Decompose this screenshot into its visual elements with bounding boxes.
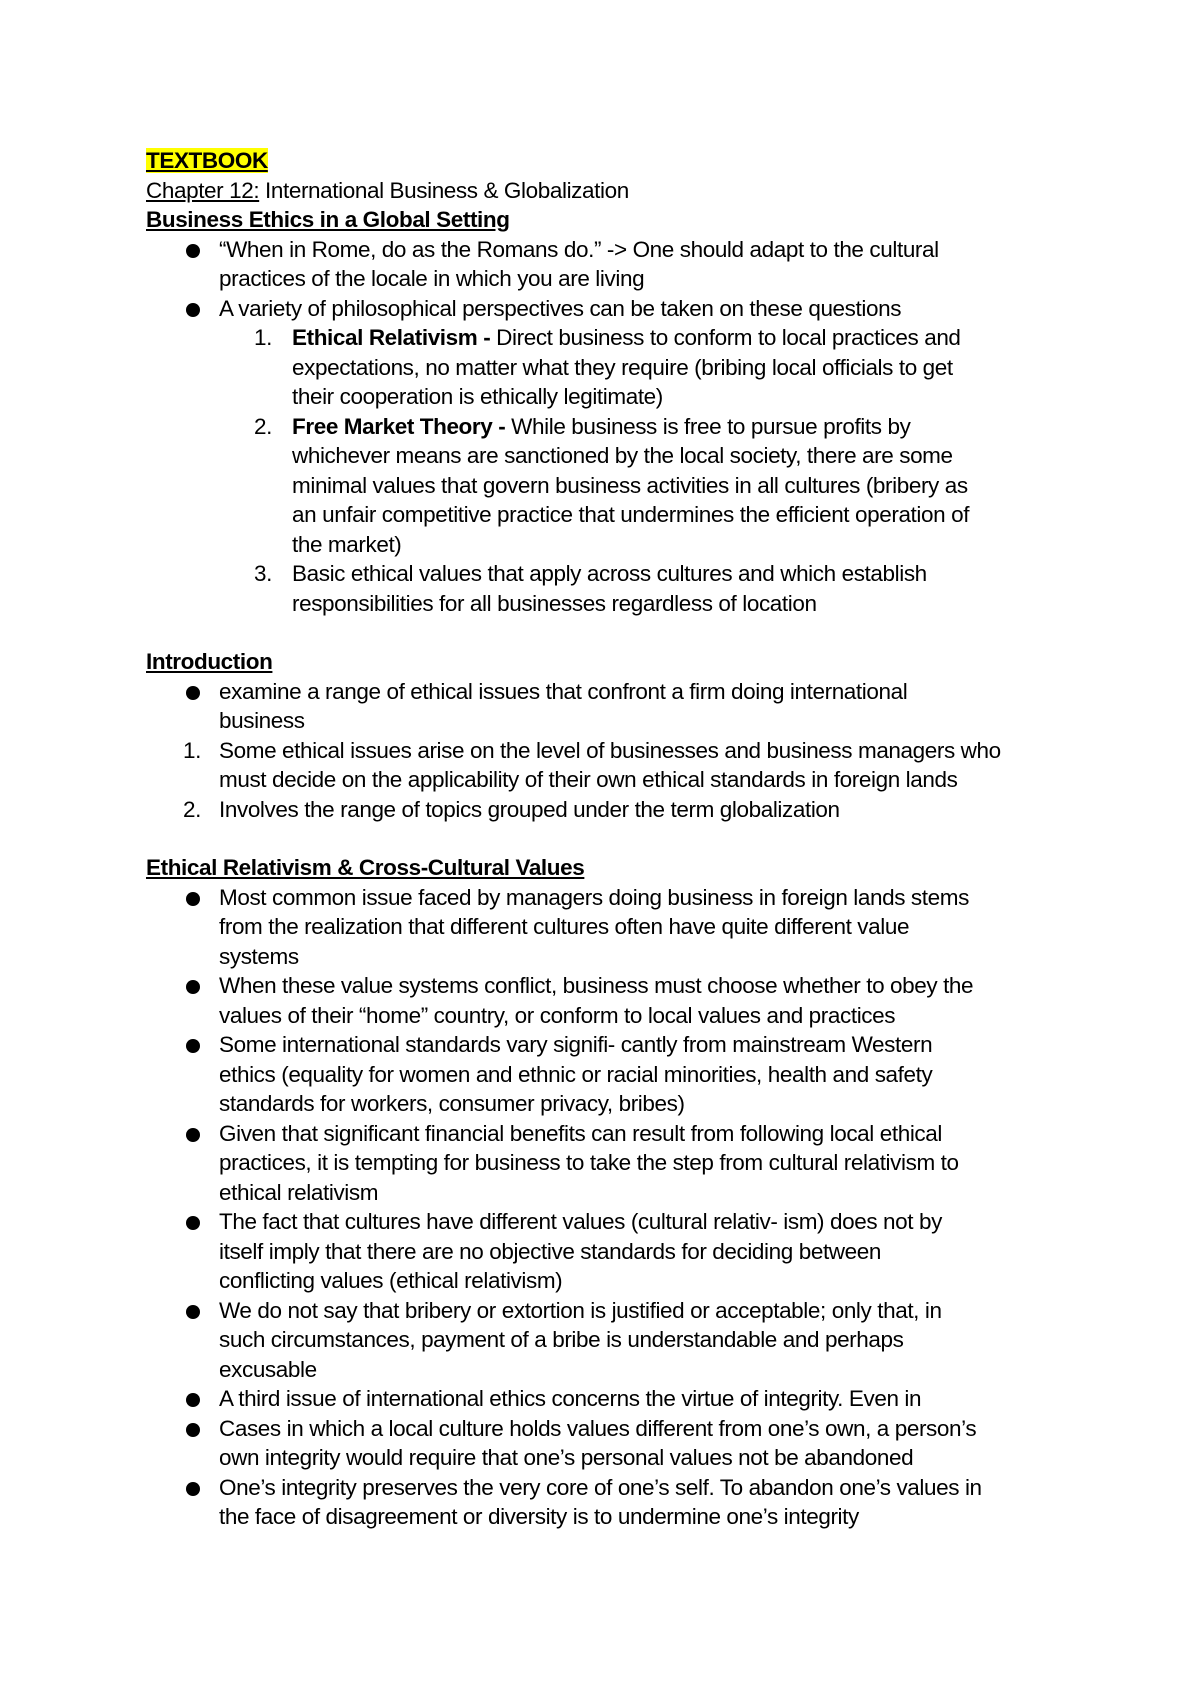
list-item-text: business	[219, 708, 305, 733]
list-item-text: When these value systems conflict, business must choose whether to obey the	[219, 973, 974, 998]
textbook-label: TEXTBOOK	[146, 148, 268, 173]
list-item-text: such circumstances, payment of a bribe is understandable and perhaps	[219, 1327, 904, 1352]
list-item-text: whichever means are sanctioned by the local society, there are some	[292, 443, 953, 468]
term-label: Ethical Relativism -	[292, 325, 491, 350]
bullet-icon	[186, 892, 200, 906]
list-item-text: examine a range of ethical issues that confront a firm doing international	[219, 678, 908, 704]
list-item-text: Given that significant financial benefits can result from following local ethical	[219, 1120, 942, 1146]
list-item-text: own integrity would require that one’s personal values not be abandoned	[219, 1445, 914, 1470]
list-item-text: values of their “home” country, or conform to local values and practices	[219, 1002, 896, 1028]
list-item-text: from the realization that different cultures often have quite different value	[219, 914, 910, 939]
list-item-text: Some international standards vary signifi- cantly from mainstream Western	[219, 1032, 933, 1057]
list-item-text: practices, it is tempting for business to take the step from cultural relativism to	[219, 1150, 959, 1175]
bullet-icon	[186, 1039, 200, 1053]
list-number: 1.	[254, 325, 272, 350]
bullet-icon	[186, 303, 200, 317]
list-number: 1.	[183, 737, 201, 763]
list-item	[146, 1384, 1076, 1414]
list-item-text: Most common issue faced by managers doing business in foreign lands stems	[219, 884, 969, 910]
list-item-text: Direct business to conform to local practices and	[490, 325, 961, 350]
list-item-text: Involves the range of topics grouped under the term globalization	[219, 796, 840, 822]
list-item	[146, 1119, 1076, 1208]
section-heading-business-ethics: Business Ethics in a Global Setting	[146, 207, 510, 232]
bullet-icon	[186, 1393, 200, 1407]
list-item-text: A third issue of international ethics concerns the virtue of integrity. Even in	[219, 1386, 922, 1411]
bullet-icon	[186, 1216, 200, 1230]
list-item	[146, 235, 1076, 294]
bullet-icon	[186, 1305, 200, 1319]
list-item-text: One’s integrity preserves the very core of one’s self. To abandon one’s values in	[219, 1474, 982, 1500]
list-item-text: Cases in which a local culture holds values different from one’s own, a person’s	[219, 1415, 977, 1441]
numbered-item	[146, 795, 1076, 825]
list-item-text: We do not say that bribery or extortion is justified or acceptable; only that, in	[219, 1297, 942, 1323]
list-item-text: standards for workers, consumer privacy, bribes)	[219, 1091, 685, 1116]
term-label: Free Market Theory -	[292, 413, 506, 439]
list-number: 3.	[254, 561, 272, 586]
section-heading-ethical-relativism: Ethical Relativism & Cross-Cultural Values	[146, 855, 585, 880]
list-item-text: excusable	[219, 1356, 317, 1382]
list-item	[146, 1414, 1076, 1473]
numbered-item-basic-values	[146, 559, 1076, 618]
list-item	[146, 677, 1076, 736]
bullet-icon	[186, 686, 200, 700]
list-item-text: the market)	[292, 531, 402, 557]
bullet-icon	[186, 980, 200, 994]
list-item-text: Basic ethical values that apply across cultures and which establish	[292, 561, 927, 586]
list-item-text: Some ethical issues arise on the level of businesses and business managers who	[219, 737, 1001, 763]
list-item-text: responsibilities for all businesses regardless of location	[292, 590, 817, 616]
list-item-text: practices of the locale in which you are living	[219, 266, 645, 291]
chapter-number: Chapter 12:	[146, 177, 260, 203]
bullet-icon	[186, 1482, 200, 1496]
list-number: 2.	[183, 796, 201, 822]
list-item-text: itself imply that there are no objective standards for deciding between	[219, 1238, 881, 1264]
list-number: 2.	[254, 413, 272, 439]
list-item-first-line	[292, 412, 1076, 442]
list-item-text: While business is free to pursue profits by	[505, 413, 911, 439]
list-item-text: must decide on the applicability of their own ethical standards in foreign lands	[219, 767, 958, 792]
numbered-item-free-market-theory	[146, 412, 1076, 560]
list-item-text: their cooperation is ethically legitimate)	[292, 384, 663, 409]
list-item-text: “When in Rome, do as the Romans do.” -> One should adapt to the cultural	[219, 236, 939, 262]
list-item	[146, 971, 1076, 1030]
list-item-text: conflicting values (ethical relativism)	[219, 1268, 563, 1293]
list-item	[146, 294, 1076, 324]
document-content	[146, 146, 1076, 1532]
list-item	[146, 1030, 1076, 1119]
numbered-item-ethical-relativism	[146, 323, 1076, 412]
bullet-list	[146, 883, 1076, 1532]
chapter-name: International Business & Globalization	[259, 177, 629, 203]
list-item-text: systems	[219, 943, 299, 969]
list-item-text: minimal values that govern business activities in all cultures (bribery as	[292, 472, 968, 498]
list-item-text: the face of disagreement or diversity is to undermine one’s integrity	[219, 1504, 859, 1529]
list-item-text: ethics (equality for women and ethnic or racial minorities, health and safety	[219, 1061, 933, 1087]
list-item-text: expectations, no matter what they require (bribing local officials to get	[292, 354, 953, 380]
spacer	[146, 618, 1076, 647]
list-item-text: The fact that cultures have different values (cultural relativ- ism) does not by	[219, 1209, 942, 1234]
list-item	[146, 1473, 1076, 1532]
bullet-icon	[186, 1128, 200, 1142]
list-item	[146, 1296, 1076, 1385]
textbook-label-line	[146, 146, 1076, 176]
list-item	[146, 1207, 1076, 1296]
bullet-icon	[186, 1423, 200, 1437]
list-item-text: A variety of philosophical perspectives can be taken on these questions	[219, 295, 902, 321]
section-heading-introduction: Introduction	[146, 649, 273, 674]
list-item-text: an unfair competitive practice that undermines the efficient operation of	[292, 502, 970, 527]
bullet-icon	[186, 244, 200, 258]
spacer	[146, 824, 1076, 853]
list-item-first-line	[292, 323, 1076, 353]
list-item	[146, 883, 1076, 972]
numbered-item	[146, 736, 1076, 795]
list-item-text: ethical relativism	[219, 1179, 379, 1205]
chapter-title	[146, 176, 1076, 206]
